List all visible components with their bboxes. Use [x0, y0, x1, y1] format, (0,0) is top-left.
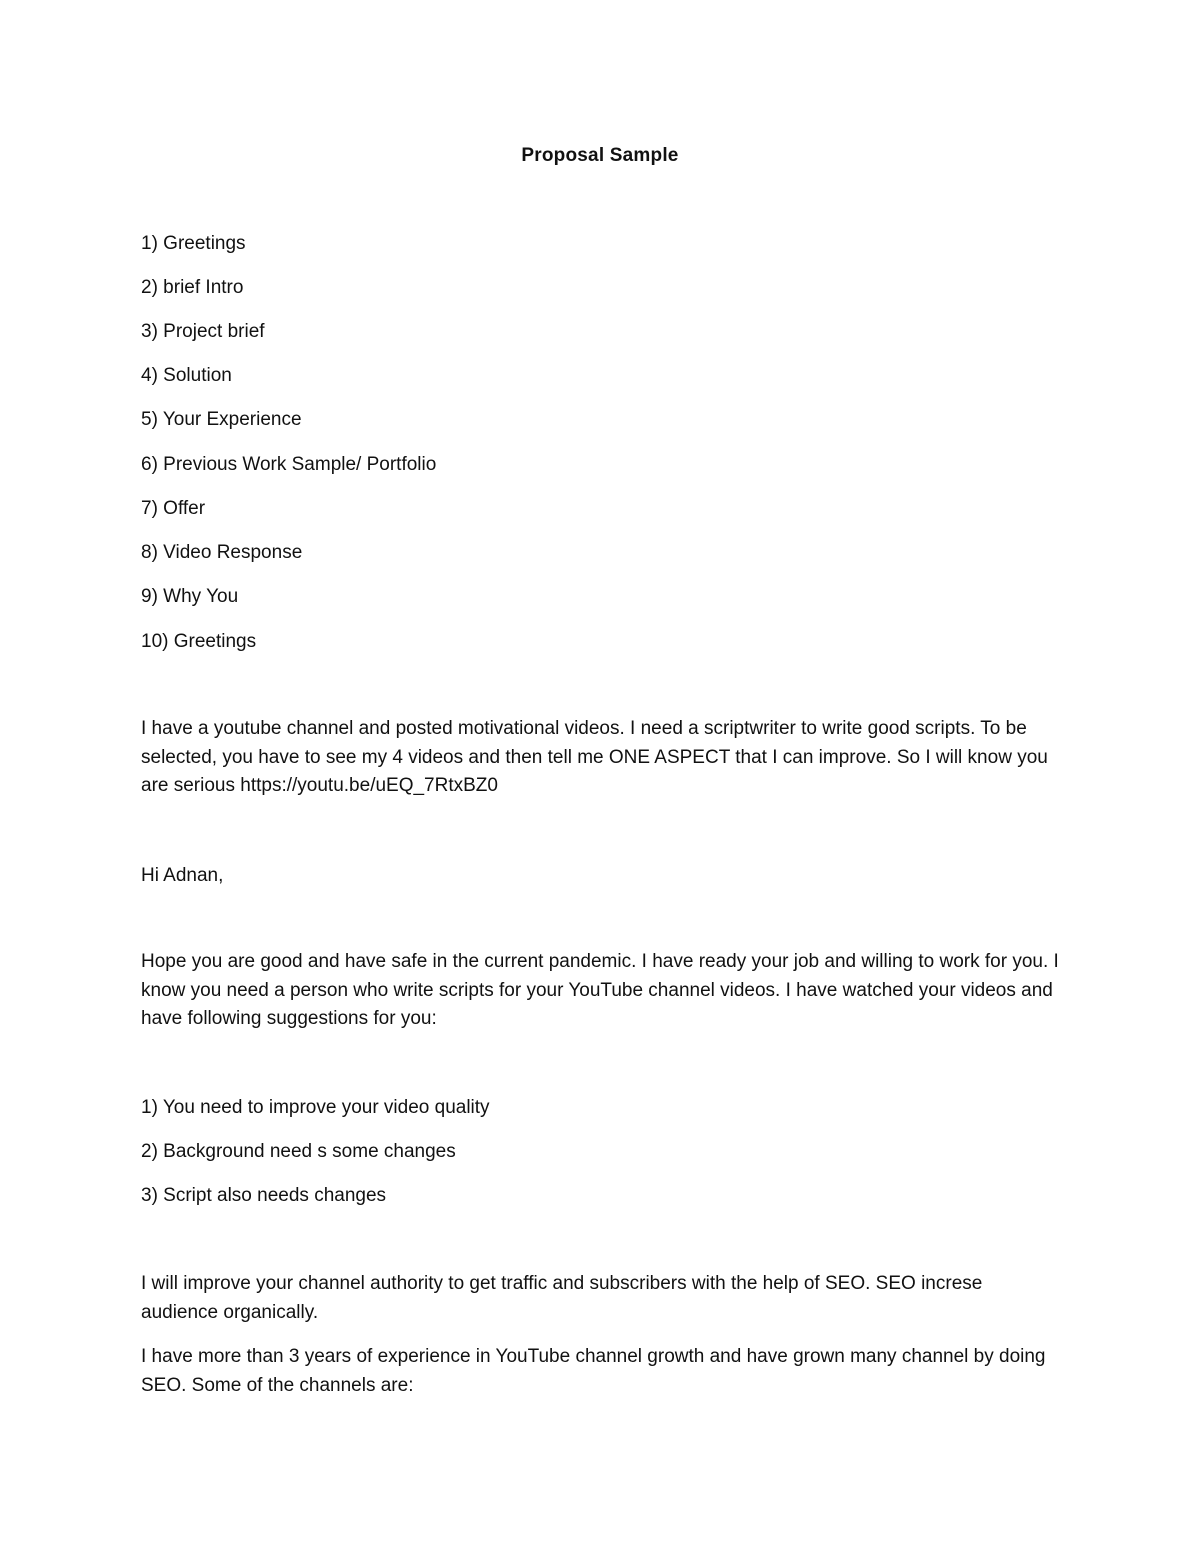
document-title: Proposal Sample — [521, 145, 679, 166]
suggestion-item: 2) Background need s some changes — [141, 1141, 456, 1162]
experience-paragraph: I have more than 3 years of experience in YouTube channel growth and have grown many channel by doing SEO. Some of the channels are: — [141, 1346, 1046, 1396]
outline-item: 7) Offer — [141, 498, 206, 519]
outline-item: 3) Project brief — [141, 321, 265, 342]
solution-paragraph: I will improve your channel authority to get traffic and subscribers with the help of SEO. SEO increse audience organically. — [141, 1273, 983, 1323]
suggestion-item: 1) You need to improve your video quality — [141, 1097, 490, 1118]
outline-item: 8) Video Response — [141, 542, 303, 563]
suggestion-item: 3) Script also needs changes — [141, 1185, 387, 1206]
outline-item: 1) Greetings — [141, 233, 246, 254]
outline-item: 6) Previous Work Sample/ Portfolio — [141, 454, 437, 475]
outline-item: 4) Solution — [141, 365, 232, 386]
outline-item: 2) brief Intro — [141, 277, 244, 298]
intro-paragraph: Hope you are good and have safe in the current pandemic. I have ready your job and willing to work for you. I know you need a person who write scripts for your YouTube channel videos. I have watched your videos and have following suggestions for you: — [141, 951, 1059, 1030]
salutation: Hi Adnan, — [141, 865, 224, 886]
outline-item: 9) Why You — [141, 586, 239, 607]
outline-item: 10) Greetings — [141, 631, 257, 652]
job-post-paragraph: I have a youtube channel and posted motivational videos. I need a scriptwriter to write good scripts. To be selected, you have to see my 4 videos and then tell me ONE ASPECT that I can improve. So I will know you are serious https://youtu.be/uEQ_7RtxBZ0 — [141, 718, 1048, 797]
outline-item: 5) Your Experience — [141, 409, 302, 430]
